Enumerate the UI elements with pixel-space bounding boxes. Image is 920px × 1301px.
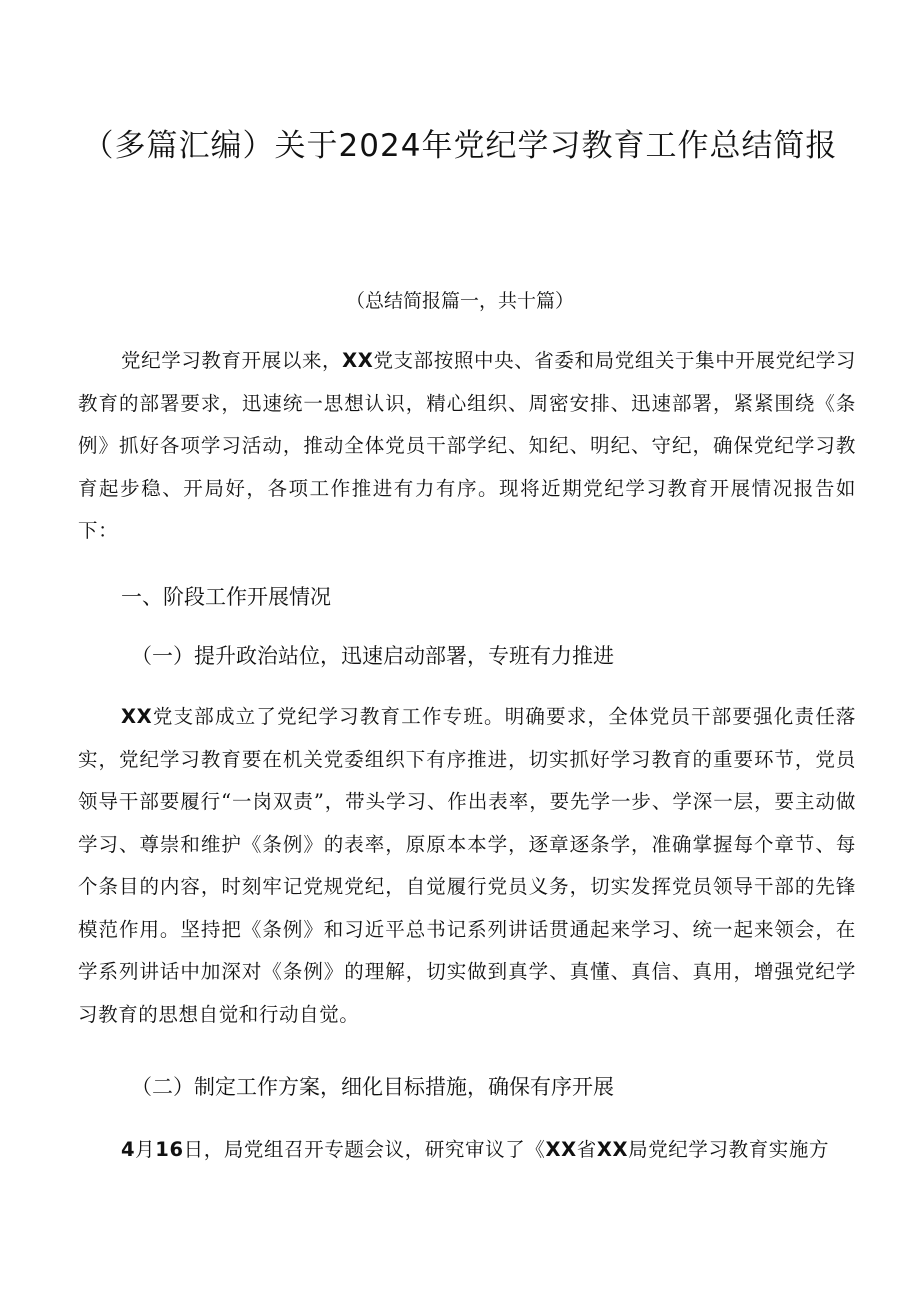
sub1-lead: XX [121,705,153,728]
date-month: 4 [121,1138,136,1161]
document-title: （多篇汇编）关于2024年党纪学习教育工作总结简报 [82,128,838,164]
p3-body-b: 省 [576,1138,597,1161]
subsection-heading-1: （一）提升政治站位，迅速启动部署，专班有力推进 [131,644,614,668]
date-day: 16 [155,1138,184,1161]
p3-body-a: 日，局党组召开专题会议，研究审议了《 [183,1138,546,1161]
intro-paragraph [78,340,856,553]
p3-body-c: 局党纪学习教育实施方 [628,1138,830,1161]
intro-body: 党支部按照中央、省委和局党组关于集中开展党纪学习教育的部署要求，迅速统一思想认识，精心组织、周密安排、迅速部署，紧紧围绕《条例》抓好各项学习活动，推动全体党员干部学纪、知纪、明纪、守纪，确保党纪学习教育起步稳、开局好，各项工作推进有力有序。现将近期党纪学习教育开展情况报告如下： [78,349,856,542]
section-heading-1: 一、阶段工作开展情况 [121,585,331,609]
intro-lead: XX [342,349,374,372]
intro-prefix: 党纪学习教育开展以来， [121,349,343,372]
sub1-body: 党支部成立了党纪学习教育工作专班。明确要求，全体党员干部要强化责任落实，党纪学习教育要在机关党委组织下有序推进，切实抓好学习教育的重要环节，党员领导干部要履行“一岗双责”，带头学习、作出表率，要先学一步、学深一层，要主动做学习、尊崇和维护《条例》的表率，原原本本学，逐章逐条学，准确掌握每个章节、每个条目的内容，时刻牢记党规党纪，自觉履行党员义务，切实发挥党员领导干部的先锋模范作用。坚持把《条例》和习近平总书记系列讲话贯通起来学习、统一起来领会，在学系列讲话中加深对《条例》的理解，切实做到真学、真懂、真信、真用，增强党纪学习教育的思想自觉和行动自觉。 [78,705,856,1026]
p3-xx-2: XX [596,1138,629,1161]
subsection-heading-2: （二）制定工作方案，细化目标措施，确保有序开展 [131,1075,614,1099]
document-subtitle: （总结简报篇一，共十篇） [345,290,574,312]
date-month-char: 月 [135,1138,156,1161]
subsection-1-paragraph [78,696,856,1036]
p3-xx-1: XX [545,1138,577,1161]
subsection-2-paragraph [78,1129,856,1172]
